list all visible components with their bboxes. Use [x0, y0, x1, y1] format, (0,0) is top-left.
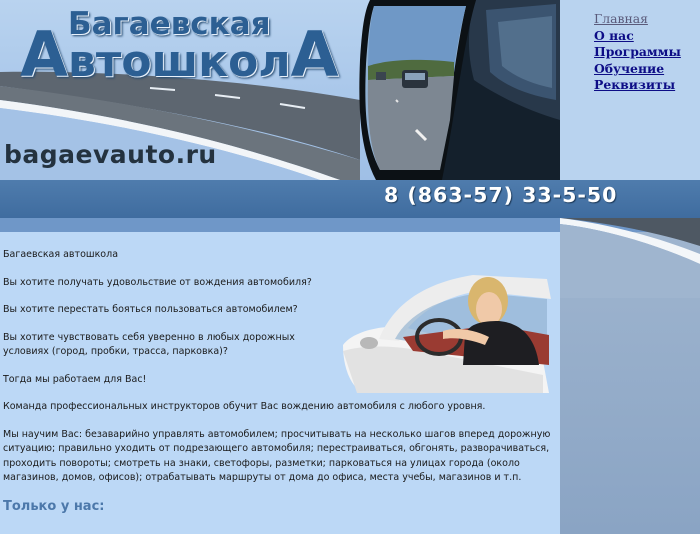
logo-letter-last: А	[290, 18, 339, 91]
call-to-action: Тогда мы работаем для Вас!	[3, 373, 147, 385]
skills-paragraph: Мы научим Вас: безаварийно управлять автомобилем; просчитывать на несколько шагов вперед дорожную ситуацию; правильно уходить от подрезающего автомобиля; перестраиваться, обгонять, разворачиваться, проходить повороты; смотреть на знаки, светофоры, разметки; парковаться на улицах города (около магазинов, домов, офисов); отрабатывать маршруты от дома до офиса, места учебы, магазинов и т.п.	[3, 428, 551, 483]
woman-driving-car-image	[343, 265, 553, 395]
question-fear: Вы хотите перестать бояться пользоваться автомобилем?	[3, 304, 298, 315]
nav-link-programs[interactable]: Программы	[594, 44, 681, 60]
header-banner	[0, 0, 560, 180]
nav-link-home[interactable]: Главная	[594, 11, 648, 26]
only-with-us-heading: Только у нас:	[3, 498, 105, 514]
road-edge-illustration	[560, 218, 700, 298]
main-nav	[560, 0, 700, 180]
main-content	[0, 232, 560, 534]
logo-title-bottom	[20, 18, 339, 91]
logo-letter-first: А	[20, 18, 68, 91]
nav-link-training[interactable]: Обучение	[594, 60, 665, 76]
logo-letters-middle: втошкол	[67, 36, 291, 87]
intro-title: Багаевская автошкола	[3, 249, 119, 260]
logo-title-top: Багаевская	[68, 6, 271, 42]
site-domain: bagaevauto.ru	[4, 140, 217, 169]
nav-link-requisites[interactable]: Реквизиты	[594, 77, 676, 93]
instructors-paragraph: Команда профессиональных инструкторов обучит Вас вождению автомобиля с любого уровня.	[3, 401, 486, 412]
question-enjoy: Вы хотите получать удовольствие от вождения автомобиля?	[3, 276, 312, 288]
question-confidence: Вы хотите чувствовать себя уверенно в любых дорожных условиях (город, пробки, трасса, парковка)?	[3, 331, 295, 357]
nav-link-about[interactable]: О нас	[594, 27, 634, 43]
car-mirror-image	[356, 0, 560, 180]
phone-number: 8 (863-57) 33-5-50	[384, 183, 618, 207]
